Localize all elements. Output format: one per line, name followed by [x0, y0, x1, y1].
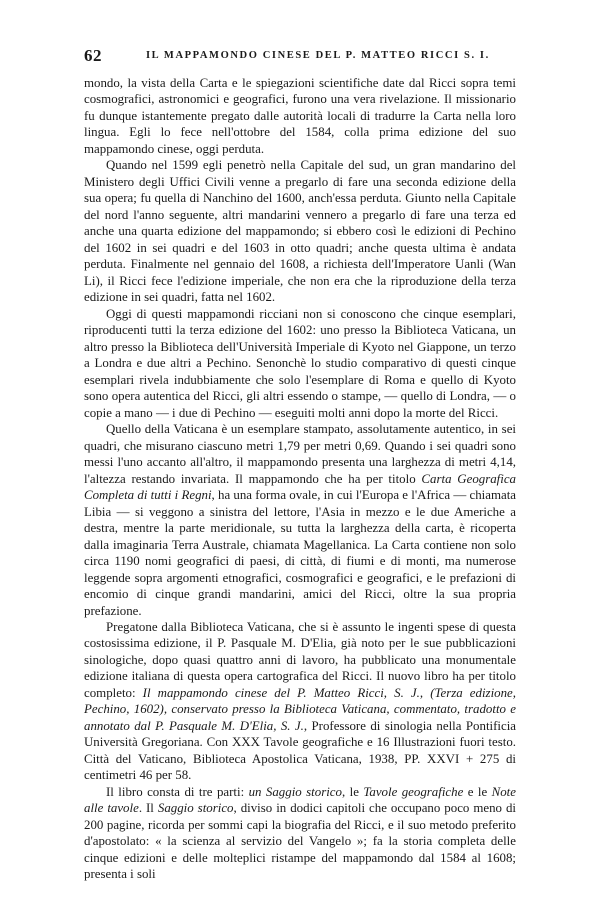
paragraph-text: mondo, la vista della Carta e le spiegazioni scientifiche date dal Ricci sopra temi cosmografici, astronomici e geografici, furono una vera rivelazione. Il missionario fu dunque istantemente pregato dalle autorità locali di tradurre la Carta nella loro lingua. Egli lo fece nell'ottobre del 1584, colla prima edizione del suo mappamondo cinese, oggi perduta. [84, 76, 516, 156]
paragraph-text: . Il [138, 801, 158, 816]
paragraph-text: Quello della Vaticana è un esemplare stampato, assolutamente autentico, in sei quadri, che misurano ciascuno metri 1,79 per metri 0,69. Quando i sei quadri sono messi l'uno accanto all'altro, il mappamondo presenta una larghezza di metri 4,14, l'altezza restando invariata. Il mappamondo che ha per titolo [84, 422, 516, 486]
paragraph-text: , diviso in dodici capitoli che occupano poco meno di 200 pagine, ricorda per sommi capi la biografia del Ricci, e il suo metodo preferito d'apostolato: « la scienza al servizio del Vangelo »; fa la storia completa delle cinque edizioni e delle molteplici ristampe del mappamondo dal 1584 al 1608; presenta i soli [84, 801, 516, 882]
italic-term: Tavole geografiche [363, 784, 464, 799]
body-text [84, 75, 516, 883]
paragraph-6 [84, 784, 516, 883]
book-title-italic: Il mappamondo cinese del P. Matteo Ricci, S. J., (Terza edizione, Pechino, 1602), conservato presso la Biblioteca Vaticana, commentato, tradotto e annotato dal P. Pasquale M. D'Elia, S. J. [84, 685, 516, 733]
paragraph-4 [84, 421, 516, 619]
italic-term: Saggio storico [157, 801, 234, 816]
paragraph-text: Il libro consta di tre parti: [106, 784, 249, 799]
italic-term: Note alle tavole [84, 784, 516, 816]
paragraph-3 [84, 306, 516, 421]
paragraph-text: e le [463, 784, 492, 799]
paragraph-2 [84, 157, 516, 305]
paragraph-text: Oggi di questi mappamondi ricciani non si conoscono che cinque esemplari, riproducenti tutti la terza edizione del 1602: uno presso la Biblioteca Vaticana, un altro presso la Biblioteca dell'Università Imperiale di Kyoto nel Giappone, un terzo a Londra e due altri a Pechino. Senonchè lo studio comparativo di questi cinque esemplari rivela indubbiamente che solo l'esemplare di Roma e quello di Kyoto sono opera autentica del Ricci, gli altri essendo o stampe, — quello di Londra, — o copie a mano — i due di Pechino — eseguiti molti anni dopo la morte del Ricci. [84, 306, 516, 420]
paragraph-5 [84, 619, 516, 784]
page-number: 62 [84, 46, 102, 65]
page-header [84, 46, 544, 66]
paragraph-text: , ha una forma ovale, in cui l'Europa e l'Africa — chiamata Libia — si veggono a sinistra del lettore, l'Asia in mezzo e le due Americhe a destra, mentre la parte meridionale, su tutta la larghezza della carta, è ricoperta dalla imaginaria Terra Australe, chiamata Magellanica. La Carta contiene non solo circa 1190 nomi geografici di paesi, di città, di fiumi e di monti, ma numerose leggende sopra argomenti etnografici, cosmografici e geografici, e le prefazioni di encomio di cinque grandi mandarini, amici del Ricci, oltre la sua propria prefazione. [84, 488, 516, 618]
paragraph-text: , le [341, 784, 364, 799]
paragraph-1 [84, 75, 516, 157]
paragraph-text: , Professore di sinologia nella Pontificia Università Gregoriana. Con XXX Tavole geografiche e 16 Illustrazioni fuori testo. Città del Vaticano, Biblioteca Apostolica Vaticana, 1938, PP. XXVI + 275 di centimetri 46 per 58. [84, 718, 517, 783]
italic-term: un Saggio storico [248, 784, 342, 799]
paragraph-text: Quando nel 1599 egli penetrò nella Capitale del sud, un gran mandarino del Ministero degli Uffici Civili venne a pregarlo di fare una seconda edizione della sua opera; fu quella di Nanchino del 1600, anch'essa perduta. Giunto nella Capitale del nord l'anno seguente, altri mandarini vennero a pregarlo di fare una terza ed anche una quarta edizione del mappamondo; si ebbero così le edizioni di Pechino del 1602 in sei quadri e del 1603 in otto quadri; anche questa ultima è andata perduta. Finalmente nel gennaio del 1608, a richiesta dell'Imperatore Uanli (Wan Li), il Ricci fece l'edizione imperiale, che non era che la riproduzione della terza edizione in sei quadri, fatta nel 1602. [84, 158, 516, 305]
map-title-italic: Carta Geografica Completa di tutti i Regni [84, 471, 516, 503]
paragraph-text: Pregatone dalla Biblioteca Vaticana, che si è assunto le ingenti spese di questa costosissima edizione, il P. Pasquale M. D'Elia, già noto per le sue pubblicazioni sinologiche, dopo quasi quattro anni di lavoro, ha pubblicato una monumentale edizione italiana di questa opera cartografica del Ricci. Il nuovo libro ha per titolo completo: [84, 619, 516, 700]
running-head: IL MAPPAMONDO CINESE DEL P. MATTEO RICCI S. I. [146, 50, 490, 61]
